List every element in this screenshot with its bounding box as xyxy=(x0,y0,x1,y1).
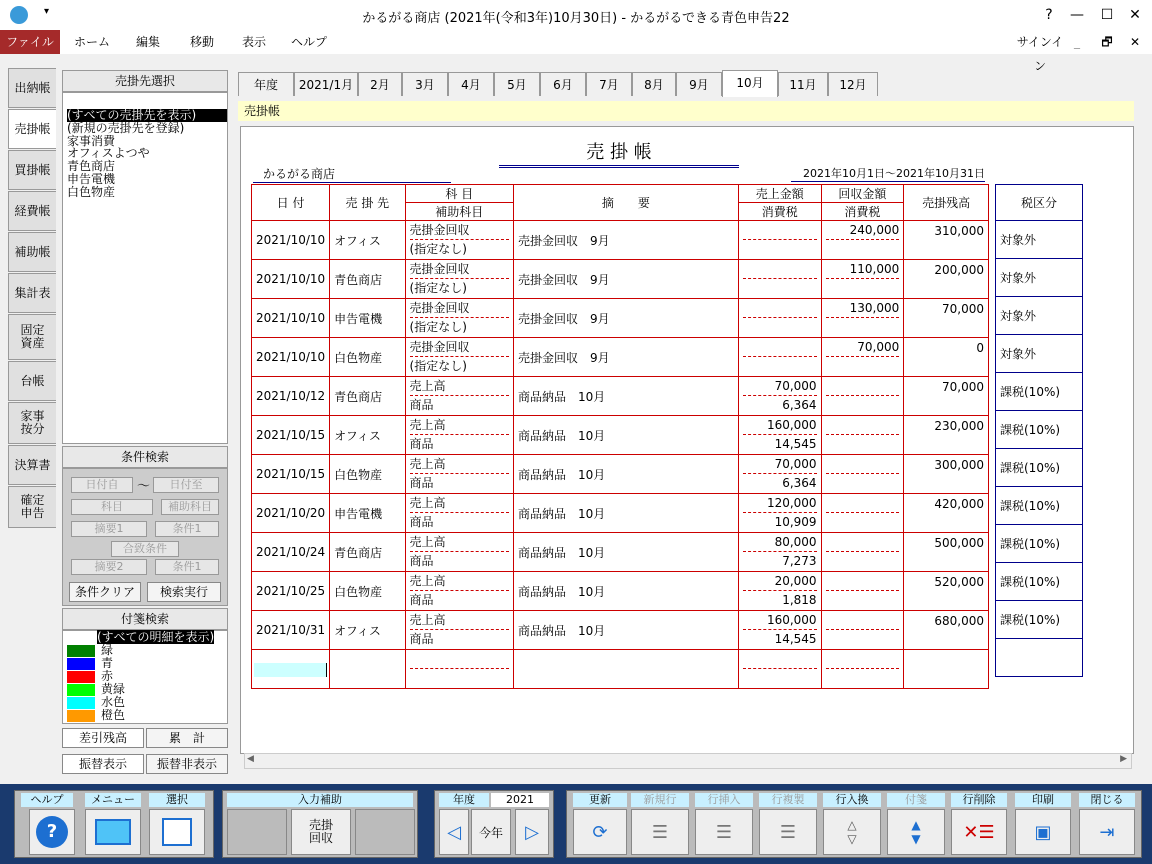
refresh-icon[interactable]: ⟳ xyxy=(573,809,627,855)
row-subject[interactable]: 売上高 商品 xyxy=(405,377,513,416)
row-tax-category[interactable]: 対象外 xyxy=(996,297,1083,335)
row-customer[interactable]: オフィス xyxy=(330,221,405,260)
header-sales: 売上金額 xyxy=(738,185,821,203)
tab-month-5[interactable]: 5月 xyxy=(494,72,540,96)
row-memo[interactable]: 商品納品 10月 xyxy=(514,494,739,533)
row-customer[interactable]: 青色商店 xyxy=(330,533,405,572)
row-customer[interactable]: 申告電機 xyxy=(330,494,405,533)
row-balance[interactable]: 70,000 xyxy=(904,299,989,338)
row-balance[interactable]: 200,000 xyxy=(904,260,989,299)
close-label: 閉じる xyxy=(1079,793,1135,807)
tab-month-7[interactable]: 7月 xyxy=(586,72,632,96)
question-icon: ? xyxy=(36,816,68,848)
tab-tax-return[interactable]: 確定 申告 xyxy=(8,486,56,528)
print-icon[interactable]: ▣ xyxy=(1015,809,1071,855)
this-year-button[interactable]: 今年 xyxy=(471,809,511,855)
row-date[interactable]: 2021/10/10 xyxy=(252,221,330,260)
row-customer[interactable]: 白色物産 xyxy=(330,572,405,611)
row-balance[interactable]: 520,000 xyxy=(904,572,989,611)
ledger-sheet xyxy=(240,126,1134,754)
toolbar-group-nav xyxy=(14,790,214,858)
new-memo-cell[interactable] xyxy=(514,650,739,689)
tab-month-6[interactable]: 6月 xyxy=(540,72,586,96)
menu-move[interactable]: 移動 xyxy=(189,35,214,49)
tab-month-11[interactable]: 11月 xyxy=(778,72,828,96)
tab-expenses[interactable]: 経費帳 xyxy=(8,191,56,231)
row-memo[interactable]: 商品納品 10月 xyxy=(514,416,739,455)
cumulative-toggle[interactable]: 累 計 xyxy=(146,728,228,748)
transfer-hide-toggle[interactable]: 振替非表示 xyxy=(146,754,228,774)
tag-all-item[interactable]: (すべての明細を表示) xyxy=(97,630,215,644)
swap-row-icon[interactable]: △ ▽ xyxy=(823,809,881,855)
row-subject[interactable]: 売上高 商品 xyxy=(405,533,513,572)
header-sub-subject: 補助科目 xyxy=(405,203,513,221)
row-customer[interactable]: 白色物産 xyxy=(330,455,405,494)
row-customer[interactable]: オフィス xyxy=(330,416,405,455)
row-subject[interactable]: 売上高 商品 xyxy=(405,455,513,494)
new-customer-cell[interactable] xyxy=(330,650,405,689)
search-execute-button[interactable]: 検索実行 xyxy=(147,582,221,602)
header-tax2: 消費税 xyxy=(821,203,904,221)
prev-year-icon[interactable]: ◁ xyxy=(439,809,469,855)
horizontal-scrollbar[interactable] xyxy=(244,753,1132,769)
tag-label: 付箋 xyxy=(887,793,945,807)
print-label: 印刷 xyxy=(1015,793,1071,807)
tab-payables[interactable]: 買掛帳 xyxy=(8,150,56,190)
tag-item[interactable]: 赤 xyxy=(63,670,227,683)
row-tax-category[interactable]: 課税(10%) xyxy=(996,563,1083,601)
row-date[interactable]: 2021/10/15 xyxy=(252,455,330,494)
header-tax-category: 税区分 xyxy=(996,185,1083,221)
row-subject[interactable]: 売上高 商品 xyxy=(405,494,513,533)
year-value: 2021 xyxy=(491,793,549,807)
header-customer: 売 掛 先 xyxy=(330,185,405,221)
tilde-label: 〜 xyxy=(137,479,151,494)
row-customer[interactable]: 申告電機 xyxy=(330,299,405,338)
new-tax-category-cell[interactable] xyxy=(996,639,1083,677)
table-row[interactable] xyxy=(252,260,989,299)
tab-month-12[interactable]: 12月 xyxy=(828,72,878,96)
cond2-select[interactable]: 条件1 xyxy=(155,559,219,575)
header-tax1: 消費税 xyxy=(738,203,821,221)
menu-label: メニュー xyxy=(85,793,141,807)
list-item[interactable]: (すべての売掛先を表示) xyxy=(67,109,227,122)
section-label: 売掛帳 xyxy=(238,101,1134,121)
row-subject[interactable]: 売上高 商品 xyxy=(405,572,513,611)
menu-help[interactable]: ヘルプ xyxy=(290,35,327,49)
header-date: 日 付 xyxy=(252,185,330,221)
green-swatch-icon xyxy=(67,645,95,657)
row-tax-category[interactable]: 課税(10%) xyxy=(996,449,1083,487)
row-received[interactable] xyxy=(821,494,904,533)
table-row[interactable] xyxy=(252,611,989,650)
header-balance: 売掛残高 xyxy=(904,185,989,221)
signin-link[interactable]: サインイン xyxy=(1016,35,1064,73)
header-received: 回収金額 xyxy=(821,185,904,203)
tag-item[interactable]: 橙色 xyxy=(63,709,227,722)
list-item[interactable]: 青色商店 xyxy=(67,159,116,174)
tab-month-10[interactable]: 10月 xyxy=(722,70,778,97)
copy-row-label: 行複製 xyxy=(759,793,817,807)
tab-month-9[interactable]: 9月 xyxy=(676,72,722,96)
row-tax-category[interactable]: 対象外 xyxy=(996,259,1083,297)
row-date[interactable]: 2021/10/12 xyxy=(252,377,330,416)
ledger-title: 売 掛 帳 xyxy=(499,141,739,168)
date-to-input[interactable]: 日付至 xyxy=(153,477,219,493)
help-label: ヘルプ xyxy=(21,793,73,807)
tag-item[interactable]: 水色 xyxy=(63,696,227,709)
assist-slot-empty xyxy=(227,809,287,855)
cond1-select[interactable]: 条件1 xyxy=(155,521,219,537)
condition-panel-title: 条件検索 xyxy=(62,446,228,468)
shop-name: かるがる商店 xyxy=(253,165,451,183)
period-range: 2021年10月1日～2021年10月31日 xyxy=(791,165,985,182)
row-customer[interactable]: 青色商店 xyxy=(330,377,405,416)
swap-row-label: 行入換 xyxy=(823,793,881,807)
row-sales[interactable]: 160,000 14,545 xyxy=(738,611,821,650)
new-sales-cell[interactable] xyxy=(738,650,821,689)
row-customer[interactable]: オフィス xyxy=(330,611,405,650)
orange-swatch-icon xyxy=(67,710,95,722)
tax-row[interactable] xyxy=(996,411,1083,449)
row-date[interactable]: 2021/10/25 xyxy=(252,572,330,611)
toolbar-group-actions xyxy=(566,790,1142,858)
row-date[interactable]: 2021/10/10 xyxy=(252,299,330,338)
row-subject[interactable]: 売上高 商品 xyxy=(405,611,513,650)
receivable-collect-button[interactable]: 売掛 回収 xyxy=(291,809,351,855)
new-row-icon[interactable]: ☰ xyxy=(631,809,689,855)
blue-swatch-icon xyxy=(67,658,95,670)
row-memo[interactable]: 売掛金回収 9月 xyxy=(514,338,739,377)
new-balance-cell[interactable] xyxy=(904,650,989,689)
row-memo[interactable]: 売掛金回収 9月 xyxy=(514,221,739,260)
table-row[interactable] xyxy=(252,416,989,455)
tab-household-split[interactable]: 家事 按分 xyxy=(8,402,56,444)
row-sales[interactable]: 70,000 6,364 xyxy=(738,455,821,494)
row-tax-category[interactable]: 課税(10%) xyxy=(996,373,1083,411)
row-subject[interactable]: 売掛金回収 (指定なし) xyxy=(405,338,513,377)
row-sales[interactable]: 70,000 6,364 xyxy=(738,377,821,416)
row-tax-category[interactable]: 課税(10%) xyxy=(996,525,1083,563)
match-select[interactable]: 合致条件 xyxy=(111,541,179,557)
row-date[interactable]: 2021/10/24 xyxy=(252,533,330,572)
ribbon-minimize-icon[interactable]: _ xyxy=(1074,35,1080,49)
memo1-input[interactable]: 摘要1 xyxy=(71,521,147,537)
maximize-button[interactable]: ☐ xyxy=(1100,7,1114,23)
row-received[interactable] xyxy=(821,416,904,455)
year-label: 年度 xyxy=(439,793,489,807)
row-sales[interactable] xyxy=(738,338,821,377)
tax-row[interactable] xyxy=(996,335,1083,373)
date-from-input[interactable]: 日付自 xyxy=(71,477,133,493)
tab-subledger[interactable]: 補助帳 xyxy=(8,232,56,272)
row-balance[interactable]: 70,000 xyxy=(904,377,989,416)
tab-month-4[interactable]: 4月 xyxy=(448,72,494,96)
tab-summary[interactable]: 集計表 xyxy=(8,273,56,313)
row-balance[interactable]: 300,000 xyxy=(904,455,989,494)
table-row[interactable] xyxy=(252,533,989,572)
tax-row[interactable] xyxy=(996,601,1083,639)
assist-slot-empty xyxy=(355,809,415,855)
tab-cashbook[interactable]: 出納帳 xyxy=(8,68,56,108)
help-button[interactable] xyxy=(29,809,75,855)
red-swatch-icon xyxy=(67,671,95,683)
tax-row[interactable] xyxy=(996,487,1083,525)
row-balance[interactable]: 500,000 xyxy=(904,533,989,572)
copy-row-icon[interactable]: ☰ xyxy=(759,809,817,855)
next-year-icon[interactable]: ▷ xyxy=(515,809,549,855)
menu-edit[interactable]: 編集 xyxy=(135,35,160,49)
insert-row-icon[interactable]: ☰ xyxy=(695,809,753,855)
tab-fiscal-year[interactable]: 年度 xyxy=(238,72,294,96)
row-date[interactable]: 2021/10/10 xyxy=(252,260,330,299)
row-balance[interactable]: 0 xyxy=(904,338,989,377)
table-row[interactable] xyxy=(252,494,989,533)
delete-row-icon[interactable]: ✕☰ xyxy=(951,809,1007,855)
title-bar xyxy=(0,0,1152,30)
row-date[interactable]: 2021/10/10 xyxy=(252,338,330,377)
sub-subject-select[interactable]: 補助科目 xyxy=(161,499,219,515)
balance-toggle[interactable]: 差引残高 xyxy=(62,728,144,748)
row-sales[interactable] xyxy=(738,260,821,299)
row-tax-category[interactable]: 対象外 xyxy=(996,221,1083,259)
minimize-button[interactable]: — xyxy=(1070,7,1084,23)
tag-list[interactable] xyxy=(62,630,228,724)
tax-row[interactable] xyxy=(996,373,1083,411)
tax-row[interactable] xyxy=(996,449,1083,487)
row-subject[interactable]: 売掛金回収 (指定なし) xyxy=(405,260,513,299)
row-memo[interactable]: 商品納品 10月 xyxy=(514,572,739,611)
new-date-cell[interactable] xyxy=(252,650,330,689)
row-received[interactable] xyxy=(821,611,904,650)
tab-fixed-assets[interactable]: 固定 資産 xyxy=(8,314,56,360)
row-received[interactable]: 130,000 xyxy=(821,299,904,338)
row-tax-category[interactable]: 課税(10%) xyxy=(996,411,1083,449)
row-date[interactable]: 2021/10/20 xyxy=(252,494,330,533)
list-item[interactable]: 申告電機 xyxy=(67,171,116,186)
table-row[interactable] xyxy=(252,221,989,260)
row-sales[interactable]: 20,000 1,818 xyxy=(738,572,821,611)
ledger-table xyxy=(251,184,989,689)
tab-month-3[interactable]: 3月 xyxy=(402,72,448,96)
table-row[interactable] xyxy=(252,338,989,377)
scroll-left-icon[interactable]: ◀ xyxy=(247,754,254,764)
table-row[interactable] xyxy=(252,299,989,338)
row-received[interactable]: 110,000 xyxy=(821,260,904,299)
row-tax-category[interactable]: 課税(10%) xyxy=(996,601,1083,639)
quick-access-icon[interactable]: ▾ xyxy=(44,6,50,17)
date-input[interactable] xyxy=(254,663,327,677)
row-balance[interactable]: 230,000 xyxy=(904,416,989,455)
help-icon[interactable]: ? xyxy=(1045,7,1053,23)
select-icon xyxy=(162,818,192,846)
window-title: かるがる商店 (2021年(令和3年)10月30日) - かるがるできる青色申告22 xyxy=(362,11,790,26)
row-balance[interactable]: 310,000 xyxy=(904,221,989,260)
menu-home[interactable]: ホーム xyxy=(73,35,110,49)
row-date[interactable]: 2021/10/15 xyxy=(252,416,330,455)
row-memo[interactable]: 商品納品 10月 xyxy=(514,533,739,572)
close-door-icon[interactable]: ⇥ xyxy=(1079,809,1135,855)
row-received[interactable] xyxy=(821,572,904,611)
tab-ledger[interactable]: 台帳 xyxy=(8,361,56,401)
tax-category-table xyxy=(995,184,1083,677)
row-customer[interactable]: 白色物産 xyxy=(330,338,405,377)
row-received[interactable]: 70,000 xyxy=(821,338,904,377)
clear-condition-button[interactable]: 条件クリア xyxy=(69,582,141,602)
menu-icon xyxy=(95,819,131,845)
tab-month-8[interactable]: 8月 xyxy=(632,72,676,96)
row-subject[interactable]: 売上高 商品 xyxy=(405,416,513,455)
row-sales[interactable]: 160,000 14,545 xyxy=(738,416,821,455)
new-subject-cell[interactable] xyxy=(405,650,513,689)
lightblue-swatch-icon xyxy=(67,697,95,709)
restore-button[interactable]: 🗗 xyxy=(1101,35,1113,49)
row-subject[interactable]: 売掛金回収 (指定なし) xyxy=(405,299,513,338)
list-item[interactable]: 白色物産 xyxy=(67,184,116,199)
row-received[interactable] xyxy=(821,455,904,494)
row-received[interactable] xyxy=(821,377,904,416)
row-tax-category[interactable]: 課税(10%) xyxy=(996,487,1083,525)
row-memo[interactable]: 商品納品 10月 xyxy=(514,377,739,416)
list-item[interactable]: (新規の売掛先を登録) xyxy=(67,120,185,135)
row-received[interactable]: 240,000 xyxy=(821,221,904,260)
header-row xyxy=(252,185,989,203)
scroll-right-icon[interactable]: ▶ xyxy=(1120,754,1127,764)
new-row-label: 新規行 xyxy=(631,793,689,807)
toolbar-group-assist xyxy=(222,790,418,858)
tax-row[interactable] xyxy=(996,525,1083,563)
tab-receivables[interactable]: 売掛帳 xyxy=(8,109,56,149)
tag-item[interactable]: 緑 xyxy=(63,644,227,657)
tag-panel-title: 付箋検索 xyxy=(62,608,228,630)
row-memo[interactable]: 売掛金回収 9月 xyxy=(514,260,739,299)
row-received[interactable] xyxy=(821,533,904,572)
row-date[interactable]: 2021/10/31 xyxy=(252,611,330,650)
bottom-toolbar xyxy=(0,784,1152,864)
row-sales[interactable] xyxy=(738,299,821,338)
header-subject: 科 目 xyxy=(405,185,513,203)
delete-row-label: 行削除 xyxy=(951,793,1007,807)
customer-panel-title: 売掛先選択 xyxy=(62,70,228,92)
input-assist-label: 入力補助 xyxy=(227,793,413,807)
tab-financial-statement[interactable]: 決算書 xyxy=(8,445,56,485)
tag-item[interactable]: 黄緑 xyxy=(63,683,227,696)
memo2-input[interactable]: 摘要2 xyxy=(71,559,147,575)
tax-row[interactable] xyxy=(996,259,1083,297)
row-sales[interactable]: 80,000 7,273 xyxy=(738,533,821,572)
yellowgreen-swatch-icon xyxy=(67,684,95,696)
toolbar-group-year xyxy=(434,790,554,858)
row-memo[interactable]: 商品納品 10月 xyxy=(514,455,739,494)
condition-panel xyxy=(62,468,228,606)
tab-month-2[interactable]: 2月 xyxy=(358,72,402,96)
row-memo[interactable]: 売掛金回収 9月 xyxy=(514,299,739,338)
tag-item[interactable]: 青 xyxy=(63,657,227,670)
menu-file[interactable]: ファイル xyxy=(0,30,60,54)
close-doc-button[interactable]: ✕ xyxy=(1129,35,1141,49)
insert-row-label: 行挿入 xyxy=(695,793,753,807)
list-item[interactable]: オフィスよつや xyxy=(67,146,150,161)
row-subject[interactable]: 売掛金回収 (指定なし) xyxy=(405,221,513,260)
tax-row[interactable] xyxy=(996,563,1083,601)
tax-row[interactable] xyxy=(996,297,1083,335)
row-balance[interactable]: 420,000 xyxy=(904,494,989,533)
customer-list[interactable] xyxy=(62,92,228,444)
row-sales[interactable] xyxy=(738,221,821,260)
select-label: 選択 xyxy=(149,793,205,807)
row-customer[interactable]: 青色商店 xyxy=(330,260,405,299)
select-button[interactable] xyxy=(149,809,205,855)
new-received-cell[interactable] xyxy=(821,650,904,689)
menu-view[interactable]: 表示 xyxy=(241,35,266,49)
close-button[interactable]: ✕ xyxy=(1129,7,1141,23)
row-sales[interactable]: 120,000 10,909 xyxy=(738,494,821,533)
tab-month-1[interactable]: 2021/1月 xyxy=(294,72,358,96)
menu-bar xyxy=(0,30,1152,73)
row-memo[interactable]: 商品納品 10月 xyxy=(514,611,739,650)
subject-select[interactable]: 科目 xyxy=(71,499,153,515)
table-row[interactable] xyxy=(252,377,989,416)
menu-button[interactable] xyxy=(85,809,141,855)
header-memo: 摘 要 xyxy=(514,185,739,221)
tag-icon[interactable]: ▲ ▼ xyxy=(887,809,945,855)
table-row[interactable] xyxy=(252,455,989,494)
row-tax-category[interactable]: 対象外 xyxy=(996,335,1083,373)
transfer-show-toggle[interactable]: 振替表示 xyxy=(62,754,144,774)
empty-input-row[interactable] xyxy=(252,650,989,689)
row-balance[interactable]: 680,000 xyxy=(904,611,989,650)
table-row[interactable] xyxy=(252,572,989,611)
tax-row[interactable] xyxy=(996,221,1083,259)
list-item[interactable]: 家事消費 xyxy=(67,133,116,148)
refresh-label: 更新 xyxy=(573,793,627,807)
